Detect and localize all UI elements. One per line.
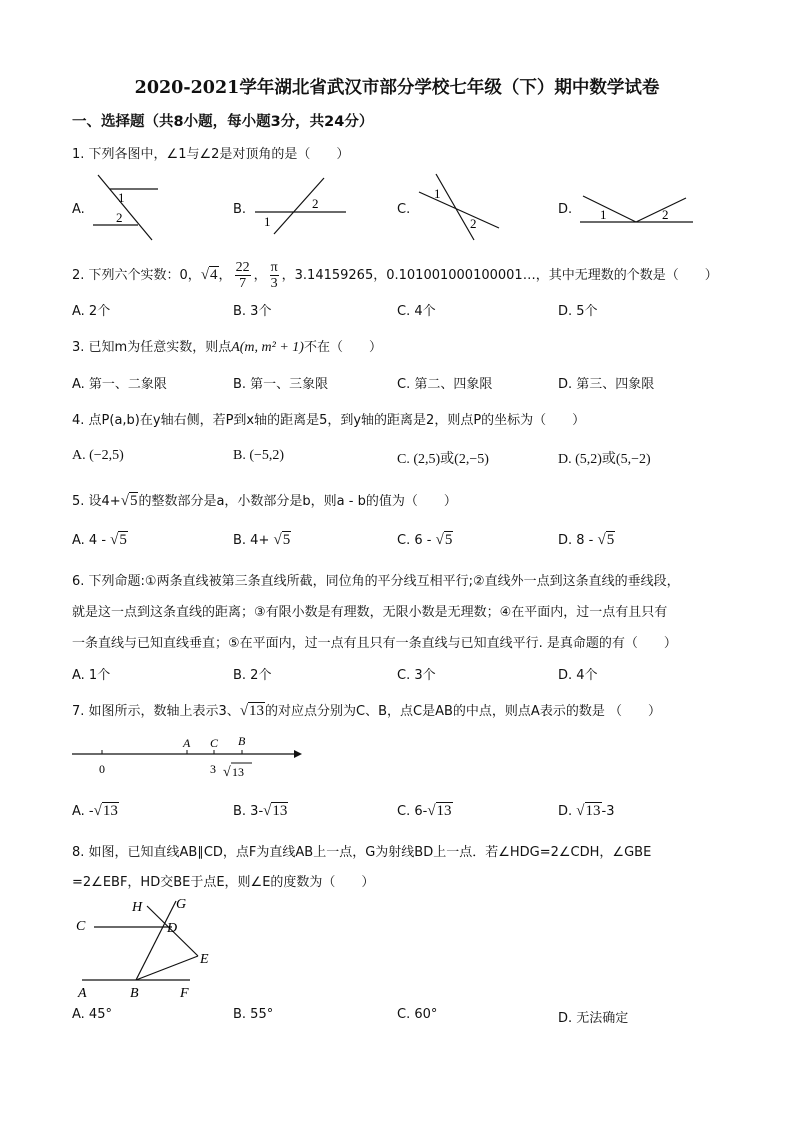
q5-option-b-text: B. 4+	[233, 533, 274, 548]
point-b-label: B	[130, 986, 139, 1001]
point-b-label: B	[238, 734, 246, 748]
q3-option-b: B. 第一、三象限	[233, 377, 329, 392]
q7-option-c	[397, 803, 453, 820]
fraction-denominator: 7	[239, 276, 247, 291]
q2-comma: ，	[253, 268, 267, 283]
fig-c-line-1	[419, 192, 499, 228]
sqrt-13-value: 13	[102, 803, 118, 819]
sqrt-5-value: 5	[129, 493, 138, 509]
q8-option-a: A. 45°	[72, 1007, 112, 1022]
q7-option-b	[233, 803, 288, 820]
angle-2-label: 2	[470, 216, 477, 231]
question-1-stem: 1. 下列各图中，∠1与∠2是对顶角的是（ ）	[72, 147, 350, 162]
q7-option-d-suffix: -3	[601, 804, 615, 819]
angle-1-label: 1	[600, 207, 607, 222]
q7-option-c-text: C. 6-	[397, 804, 428, 819]
sqrt-5-value: 5	[606, 532, 615, 548]
fig-d-ray-right	[636, 198, 686, 222]
q8-geometry-figure	[72, 893, 222, 1003]
page-title: 2020-2021学年湖北省武汉市部分学校七年级（下）期中数学试卷	[134, 78, 660, 98]
q1-figure-b	[250, 176, 350, 236]
fig-d-ray-left	[583, 196, 636, 222]
q3-option-c: C. 第二、四象限	[397, 377, 493, 392]
fraction-numerator: 22	[235, 260, 250, 275]
q2-option-c: C. 4个	[397, 304, 436, 319]
angle-1-label: 1	[264, 214, 271, 229]
point-a-label: A	[183, 736, 191, 750]
q4-option-d: D. (5,2)或(5,−2)	[558, 452, 651, 467]
question-6-line-3: 一条直线与已知直线垂直；⑤在平面内，过一点有且只有一条直线与已知直线平行. 是真命题的有（ ）	[72, 636, 677, 651]
sqrt-13-value: 13	[249, 703, 265, 719]
q5-stem-part-a: 5. 设4+	[72, 494, 121, 509]
q1-figure-c	[414, 170, 504, 242]
three-label: 3	[210, 762, 216, 776]
q1-option-d-label: D.	[558, 202, 573, 217]
sqrt-symbol: √	[223, 765, 231, 780]
sqrt-5: √5	[273, 532, 291, 548]
q7-option-b-text: B. 3-	[233, 804, 264, 819]
q8-option-d: D. 无法确定	[558, 1011, 629, 1026]
sqrt-13: √13	[239, 703, 265, 719]
q2-comma: ，	[218, 268, 232, 283]
angle-2-label: 2	[312, 196, 319, 211]
q1-option-b-label: B.	[233, 202, 247, 217]
q2-stem-part-b: ，3.14159265，0.101001000100001…，其中无理数的个数是（ ）	[281, 268, 718, 283]
q1-option-c-label: C.	[397, 202, 411, 217]
q2-option-b: B. 3个	[233, 304, 272, 319]
q6-option-b: B. 2个	[233, 668, 272, 683]
sqrt-13-value: 13	[436, 803, 452, 819]
question-8-line-1: 8. 如图，已知直线AB∥CD，点F为直线AB上一点，G为射线BD上一点．若∠HDG=2∠CDH，∠GBE	[72, 845, 652, 860]
sqrt-5: √5	[120, 493, 138, 509]
question-4-stem: 4. 点P(a,b)在y轴右侧，若P到x轴的距离是5，到y轴的距离是2，则点P的坐标为（ ）	[72, 413, 586, 428]
q1-option-a-label: A.	[72, 202, 85, 217]
point-d-label: D	[167, 921, 178, 936]
point-c-label: C	[210, 736, 219, 750]
fraction-22-7	[235, 260, 251, 291]
q5-option-a-text: A. 4 -	[72, 533, 111, 548]
sqrt-13-value: 13	[585, 803, 601, 819]
q6-option-d: D. 4个	[558, 668, 598, 683]
sqrt-5-value: 5	[282, 532, 291, 548]
q5-option-a	[72, 532, 128, 549]
line-be	[136, 956, 198, 980]
question-6-line-2: 就是这一点到这条直线的距离；③有限小数是有理数，无限小数是无理数；④在平面内，过一点有且只有	[72, 605, 668, 620]
q3-option-a: A. 第一、二象限	[72, 377, 167, 392]
zero-label: 0	[99, 762, 105, 776]
angle-1-label: 1	[118, 190, 125, 205]
q2-option-a: A. 2个	[72, 304, 111, 319]
q3-option-d: D. 第三、四象限	[558, 377, 655, 392]
sqrt-13: √13	[427, 803, 452, 819]
q8-option-b: B. 55°	[233, 1007, 274, 1022]
question-8-line-2: =2∠EBF，HD交BE于点E，则∠E的度数为（ ）	[72, 875, 375, 890]
fig-a-transversal	[98, 175, 152, 240]
q5-option-d-text: D. 8 -	[558, 533, 598, 548]
question-7-stem	[72, 700, 661, 720]
sqrt-13: √13	[576, 803, 601, 819]
point-e-label: E	[200, 952, 209, 967]
fraction-denominator: 3	[270, 276, 278, 291]
q4-option-b: B. (−5,2)	[233, 448, 285, 463]
question-3-stem	[72, 336, 382, 356]
question-2-stem	[72, 260, 718, 291]
q2-stem-part-a: 2. 下列六个实数：0，	[72, 268, 201, 283]
q1-figure-a	[88, 170, 168, 242]
q7-option-a-text: A. -	[72, 804, 94, 819]
q2-option-d: D. 5个	[558, 304, 598, 319]
section-heading: 一、选择题（共8小题，每小题3分，共24分）	[72, 114, 374, 130]
q3-stem-part-b: 不在（ ）	[303, 340, 382, 355]
q4-option-c: C. (2,5)或(2,−5)	[397, 452, 489, 467]
q3-stem-part-a: 3. 已知m为任意实数，则点	[72, 340, 232, 355]
q6-option-c: C. 3个	[397, 668, 436, 683]
sqrt-5-value: 5	[119, 532, 127, 548]
q7-stem-part-b: 的对应点分别为C、B，点C是AB的中点，则点A表示的数是 （ ）	[265, 704, 661, 719]
sqrt-5: √5	[110, 532, 127, 548]
sqrt-5: √5	[435, 532, 453, 548]
arrow-right-icon	[294, 750, 302, 758]
point-a-label: A	[78, 986, 87, 1001]
sqrt-4-value: 4	[210, 267, 218, 283]
point-c-label: C	[76, 919, 86, 934]
angle-1-label: 1	[434, 186, 441, 201]
q7-stem-part-a: 7. 如图所示，数轴上表示3、	[72, 704, 240, 719]
q1-figure-d	[578, 190, 698, 230]
q5-option-b	[233, 532, 291, 549]
q5-option-c	[397, 532, 453, 549]
fig-c-line-2	[436, 174, 474, 240]
question-6-line-1: 6. 下列命题:①两条直线被第三条直线所截，同位角的平分线互相平行;②直线外一点到这条直线的垂线段，	[72, 574, 680, 589]
angle-2-label: 2	[662, 207, 669, 222]
fraction-pi-3	[270, 260, 279, 291]
sqrt-5-value: 5	[444, 532, 453, 548]
sqrt-4: √4	[200, 267, 218, 283]
q5-option-d	[558, 532, 615, 549]
q3-point: A(m, m² + 1)	[231, 340, 304, 355]
sqrt-13: √13	[263, 803, 288, 819]
point-h-label: H	[132, 900, 143, 915]
sqrt-13-label: 13	[232, 765, 244, 779]
sqrt-13-value: 13	[272, 803, 288, 819]
q8-option-c: C. 60°	[397, 1007, 438, 1022]
q7-option-d-text: D.	[558, 804, 577, 819]
sqrt-5: √5	[597, 532, 615, 548]
point-f-label: F	[180, 986, 189, 1001]
q7-option-d	[558, 803, 614, 820]
point-g-label: G	[176, 897, 187, 912]
fraction-numerator: π	[270, 260, 278, 275]
q7-option-a	[72, 803, 119, 820]
angle-2-label: 2	[116, 210, 123, 225]
q5-option-c-text: C. 6 -	[397, 533, 436, 548]
q4-option-a: A. (−2,5)	[72, 448, 124, 463]
q6-option-a: A. 1个	[72, 668, 111, 683]
question-5-stem	[72, 490, 457, 510]
number-line-figure	[70, 732, 305, 782]
q5-stem-part-b: 的整数部分是a，小数部分是b，则a - b的值为（ ）	[138, 494, 457, 509]
sqrt-13: √13	[93, 803, 118, 819]
